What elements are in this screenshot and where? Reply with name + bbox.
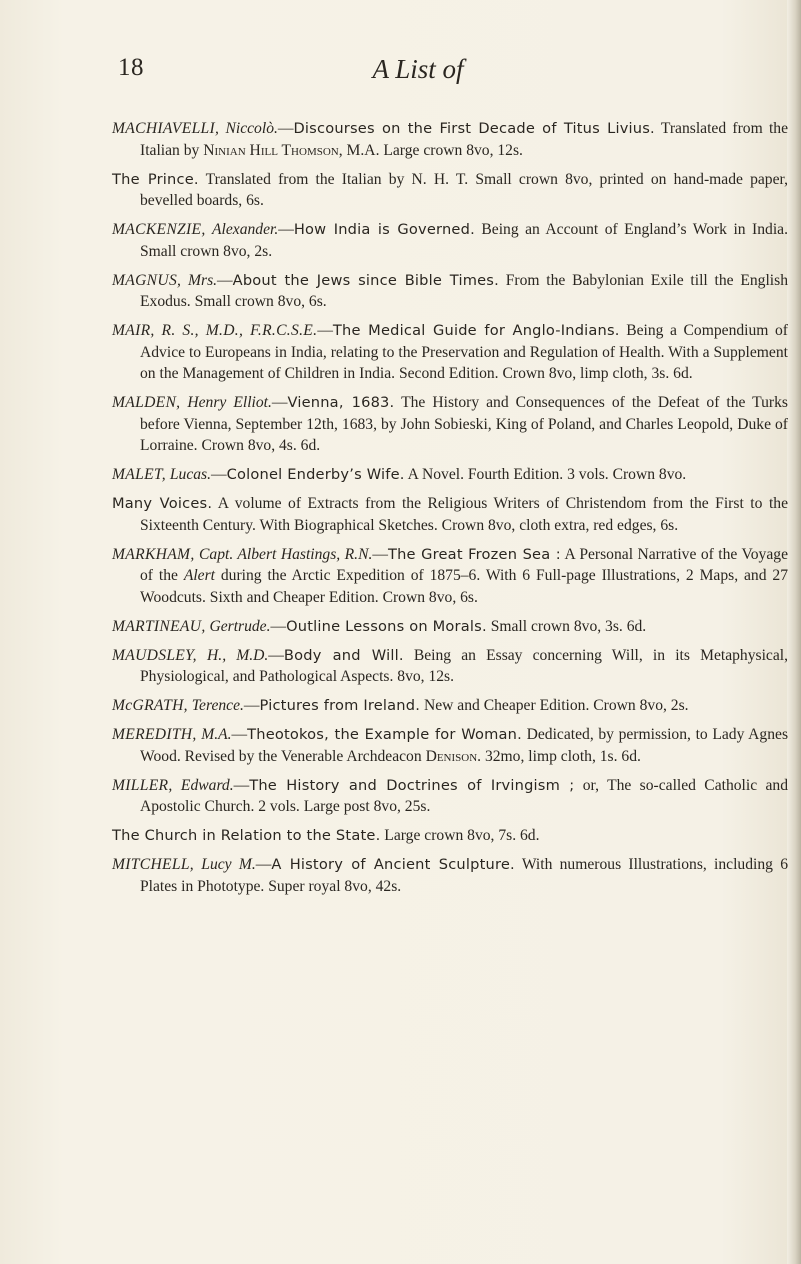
catalogue-entry: MARTINEAU, Gertrude.—Outline Lessons on Morals. Small crown 8vo, 3s. 6d. (112, 617, 647, 635)
entry-description: Denison. (425, 747, 482, 765)
entry-title: Outline Lessons on Morals. (286, 617, 487, 635)
entry-forename: H., M.D. (207, 646, 269, 664)
entry-description: Being a Compendium of Advice to Europeans in India, relating to the Preservation and Regulation of Health. With a Supplement on the Management of Children in India. Second Edition. Crown 8vo, limp cloth, 3s. 6d. (140, 322, 788, 382)
entry-description: A Personal Narrative of the Voyage of the (140, 545, 788, 584)
entry-title: The Medical Guide for Anglo-Indians. (332, 322, 620, 339)
catalogue-entry: MALDEN, Henry Elliot.—Vienna, 1683. The History and Consequences of the Defeat of the Turks before Vienna, September 12th, 1683, by John Sobieski, King of Poland, and Charles Leopold, Duke of Lorraine. Crown 8vo, 4s. 6d. (112, 394, 788, 454)
entry-author: MACHIAVELLI, (112, 120, 220, 137)
entry-description: or, The so-called Catholic and Apostolic Church. 2 vols. Large post 8vo, 25s. (140, 776, 788, 815)
page-header (118, 54, 718, 94)
entry-forename: Mrs. (188, 271, 218, 289)
entry-description: Translated from the Italian by N. H. T. Small crown 8vo, printed on hand-made paper, bevelled boards, 6s. (140, 170, 788, 209)
entry-title: The Church in Relation to the State. (112, 827, 381, 844)
catalogue-entry: MALET, Lucas.—Colonel Enderby’s Wife. A Novel. Fourth Edition. 3 vols. Crown 8vo. (112, 466, 687, 483)
catalogue-entry: MAUDSLEY, H., M.D.—Body and Will. Being an Essay concerning Will, in its Metaphysical, Physiological, and Pathological Aspects. 8vo, 12s. (112, 646, 788, 685)
entry-title: Theotokos, the Example for Woman. (247, 726, 522, 743)
entry-description: With numerous Illustrations, including 6 Plates in Phototype. Super royal 8vo, 42s. (140, 856, 788, 895)
entry-title: The Prince. (112, 170, 199, 188)
entry-description: Alert (183, 567, 215, 584)
entry-description: A Novel. Fourth Edition. 3 vols. Crown 8vo. (404, 466, 687, 483)
entry-author: MAGNUS, (112, 271, 182, 289)
entry-title: Discourses on the First Decade of Titus Livius. (293, 120, 655, 137)
catalogue-entry (112, 493, 788, 536)
entry-description: Dedicated, by permission, to Lady Agnes Wood. Revised by the Venerable Archdeacon (140, 726, 789, 765)
entry-description: during the Arctic Expedition of 1875–6. With 6 Full-page Illustrations, 2 Maps, and 27 Woodcuts. Sixth and Cheaper Edition. Crown 8vo, 6s. (140, 567, 788, 606)
entry-author: MILLER, (112, 776, 173, 794)
entry-description: Being an Essay concerning Will, in its Metaphysical, Physiological, and Pathological Aspects. 8vo, 12s. (140, 646, 788, 685)
entry-title: Colonel Enderby’s Wife. (226, 466, 405, 483)
entry-description: From the Babylonian Exile till the English Exodus. Small crown 8vo, 6s. (140, 271, 788, 310)
page-edge (787, 0, 801, 1264)
catalogue-entries (112, 118, 788, 905)
entry-forename: Capt. Albert Hastings, R.N. (199, 545, 373, 563)
entry-author: MEREDITH, (112, 726, 197, 743)
entry-description: Small crown 8vo, 3s. 6d. (486, 617, 647, 635)
entry-author: MITCHELL, (112, 856, 194, 873)
catalogue-entry: MARKHAM, Capt. Albert Hastings, R.N.—The Great Frozen Sea : A Personal Narrative of the Voyage of the Alert during the Arctic Expedition of 1875–6. With 6 Full-page Illustrations, 2 Maps, and 27 Woodcuts. Sixth and Cheaper Edition. Crown 8vo, 6s. (112, 545, 788, 606)
entry-author: MARKHAM, (112, 545, 195, 563)
catalogue-entry: MACKENZIE, Alexander.—How India is Governed. Being an Account of England’s Work in India. Small crown 8vo, 2s. (112, 221, 788, 260)
entry-forename: Lucas. (169, 466, 211, 483)
entry-title: About the Jews since Bible Times. (232, 271, 499, 289)
entry-author: McGRATH, (112, 697, 188, 714)
entry-description: A volume of Extracts from the Religious Writers of Christendom from the First to the Sixteenth Century. With Biographical Sketches. Crown 8vo, cloth extra, red edges, 6s. (140, 495, 788, 534)
entry-title: Vienna, 1683. (287, 394, 395, 411)
entry-author: MACKENZIE, (112, 221, 206, 238)
entry-description: New and Cheaper Edition. Crown 8vo, 2s. (420, 697, 689, 714)
entry-description: 32mo, limp cloth, 1s. 6d. (481, 747, 641, 765)
entry-forename: M.A. (201, 726, 232, 743)
entry-author: MARTINEAU, (112, 617, 206, 635)
entry-title: Body and Will. (283, 646, 404, 664)
entry-forename: Terence. (191, 697, 244, 714)
entry-description: The History and Consequences of the Defeat of the Turks before Vienna, September 12th, 1683, by John Sobieski, King of Poland, and Charles Leopold, Duke of Lorraine. Crown 8vo, 4s. 6d. (140, 394, 788, 454)
entry-forename: Gertrude. (209, 617, 271, 635)
catalogue-entry: MAIR, R. S., M.D., F.R.C.S.E.—The Medical Guide for Anglo-Indians. Being a Compendium of Advice to Europeans in India, relating to the Preservation and Regulation of Health. With a Supplement on the Management of Children in India. Second Edition. Crown 8vo, limp cloth, 3s. 6d. (112, 322, 788, 382)
entry-author: MALDEN, (112, 394, 181, 411)
entry-title: Many Voices. (112, 495, 213, 512)
entry-title: Pictures from Ireland. (259, 697, 421, 714)
entry-description: Ninian Hill Thomson, (203, 141, 343, 159)
entry-author: MALET, (112, 466, 166, 483)
entry-forename: Niccolò. (225, 120, 278, 137)
entry-author: MAIR, R. S., M.D., F.R.C.S.E. (112, 322, 318, 339)
page-number: 18 (118, 54, 144, 81)
catalogue-entry: MEREDITH, M.A.—Theotokos, the Example for Woman. Dedicated, by permission, to Lady Agnes Wood. Revised by the Venerable Archdeacon Denison. 32mo, limp cloth, 1s. 6d. (112, 726, 789, 765)
catalogue-entry: MILLER, Edward.—The History and Doctrines of Irvingism ; or, The so-called Catholic and Apostolic Church. 2 vols. Large post 8vo, 25s. (112, 776, 788, 815)
entry-description: M.A. Large crown 8vo, 12s. (342, 141, 523, 159)
entry-title: How India is Governed. (293, 221, 475, 238)
entry-title: The History and Doctrines of Irvingism ; (249, 776, 575, 794)
running-head: A List of (372, 54, 464, 84)
entry-title: The Great Frozen Sea : (387, 545, 561, 563)
entry-description: Translated from the Italian by (140, 120, 788, 159)
entry-description: Large crown 8vo, 7s. 6d. (380, 827, 540, 844)
catalogue-entry: McGRATH, Terence.—Pictures from Ireland. New and Cheaper Edition. Crown 8vo, 2s. (112, 697, 689, 714)
entry-description: Being an Account of England’s Work in India. Small crown 8vo, 2s. (140, 221, 788, 260)
entry-author: MAUDSLEY, (112, 646, 197, 664)
entry-title: A History of Ancient Sculpture. (271, 856, 515, 873)
entry-forename: Alexander. (212, 221, 279, 238)
catalogue-entry: MITCHELL, Lucy M.—A History of Ancient Sculpture. With numerous Illustrations, including 6 Plates in Phototype. Super royal 8vo, 42s. (112, 856, 788, 895)
entry-forename: Lucy M. (201, 856, 256, 873)
catalogue-entry: MACHIAVELLI, Niccolò.—Discourses on the First Decade of Titus Livius. Translated from the Italian by Ninian Hill Thomson, M.A. Large crown 8vo, 12s. (112, 120, 788, 159)
catalogue-entry (112, 169, 788, 212)
catalogue-entry (112, 825, 788, 847)
entry-forename: Edward. (180, 776, 234, 794)
catalogue-entry: MAGNUS, Mrs.—About the Jews since Bible Times. From the Babylonian Exile till the English Exodus. Small crown 8vo, 6s. (112, 271, 788, 310)
entry-forename: Henry Elliot. (187, 394, 272, 411)
